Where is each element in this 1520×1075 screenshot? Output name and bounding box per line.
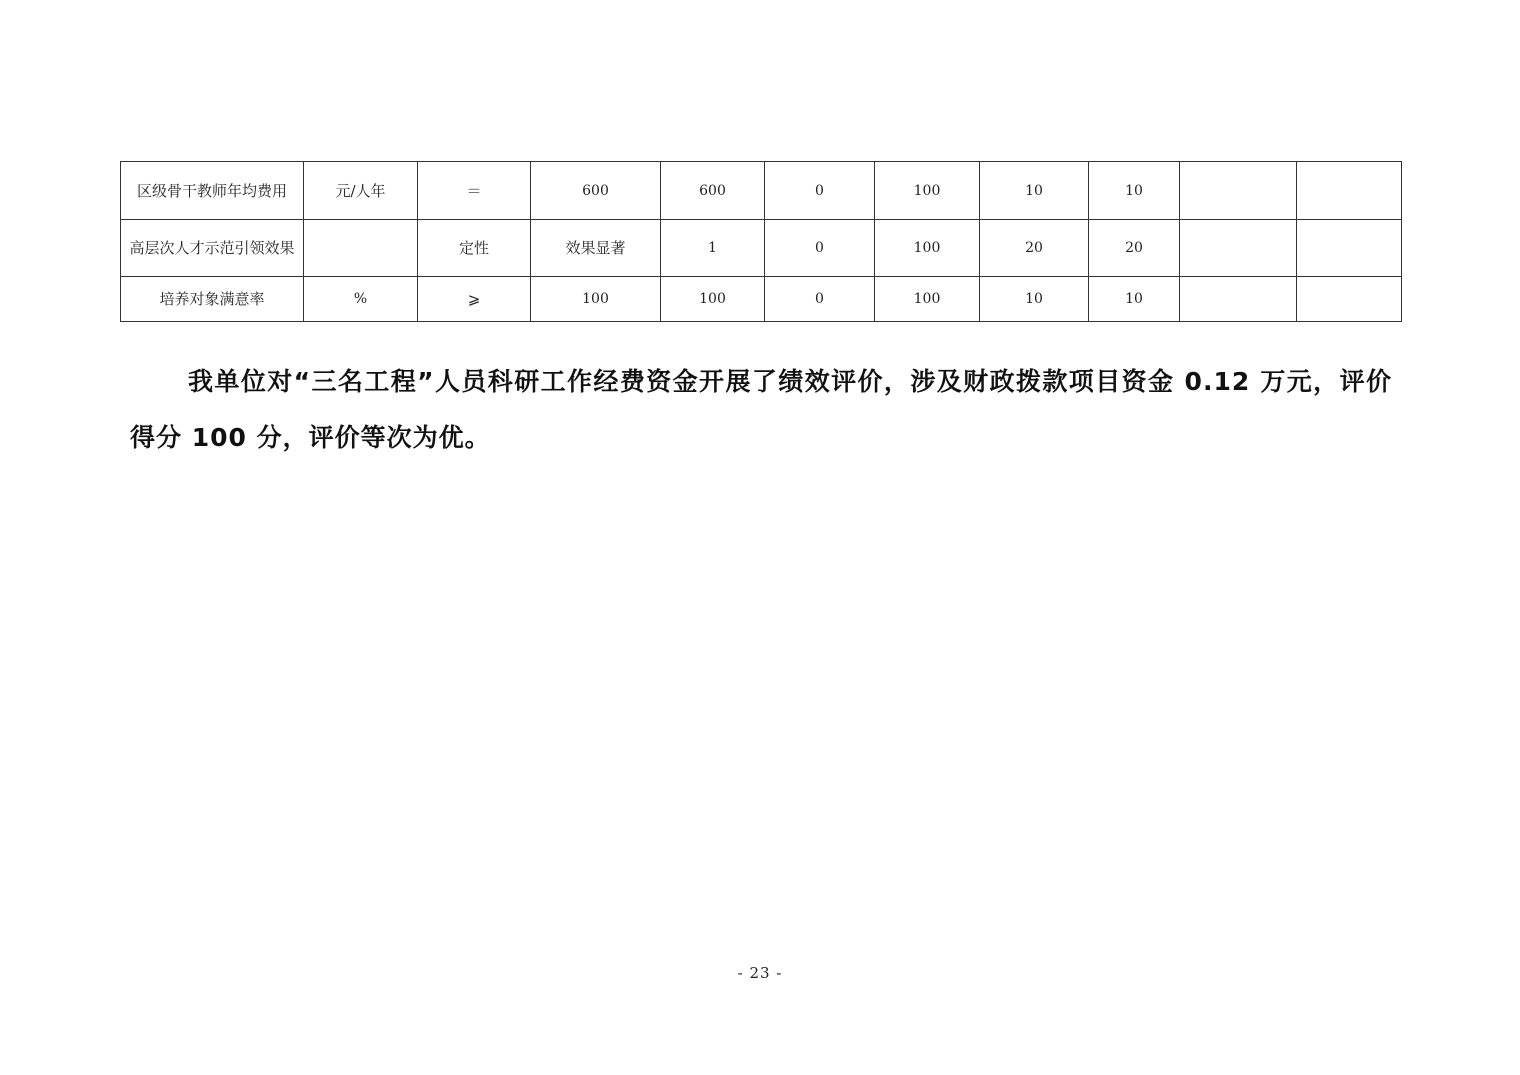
actual-value-cell: 600 bbox=[661, 162, 765, 220]
unit-cell: 元/人年 bbox=[304, 162, 418, 220]
indicator-name-cell: 培养对象满意率 bbox=[121, 277, 304, 322]
evaluation-summary-paragraph: 我单位对“三名工程”人员科研工作经费资金开展了绩效评价，涉及财政拨款项目资金 0.12 万元，评价得分 100 分，评价等次为优。 bbox=[130, 367, 1392, 452]
measure-cell bbox=[1297, 277, 1402, 322]
reason-cell bbox=[1180, 220, 1297, 277]
indicator-name-cell: 高层次人才示范引领效果 bbox=[121, 220, 304, 277]
weight-cell: 10 bbox=[980, 277, 1089, 322]
reason-cell bbox=[1180, 277, 1297, 322]
indicator-name-cell: 区级骨干教师年均费用 bbox=[121, 162, 304, 220]
weight-cell: 20 bbox=[980, 220, 1089, 277]
operator-cell: 定性 bbox=[418, 220, 531, 277]
weight-cell: 10 bbox=[980, 162, 1089, 220]
actual-value-cell: 1 bbox=[661, 220, 765, 277]
target-value-cell: 100 bbox=[531, 277, 661, 322]
actual-value-cell: 100 bbox=[661, 277, 765, 322]
completion-rate-cell: 100 bbox=[875, 162, 980, 220]
page-number: - 23 - bbox=[737, 964, 783, 982]
target-value-cell: 600 bbox=[531, 162, 661, 220]
operator-cell: ⩾ bbox=[418, 277, 531, 322]
measure-cell bbox=[1297, 162, 1402, 220]
score-cell: 20 bbox=[1089, 220, 1180, 277]
measure-cell bbox=[1297, 220, 1402, 277]
table-row bbox=[121, 277, 1402, 322]
table-row bbox=[121, 162, 1402, 220]
unit-cell bbox=[304, 220, 418, 277]
score-cell: 10 bbox=[1089, 162, 1180, 220]
deviation-cell: 0 bbox=[765, 220, 875, 277]
unit-cell: % bbox=[304, 277, 418, 322]
completion-rate-cell: 100 bbox=[875, 277, 980, 322]
table-row bbox=[121, 220, 1402, 277]
target-value-cell: 效果显著 bbox=[531, 220, 661, 277]
completion-rate-cell: 100 bbox=[875, 220, 980, 277]
performance-indicator-table bbox=[120, 161, 1402, 322]
deviation-cell: 0 bbox=[765, 162, 875, 220]
operator-cell: ＝ bbox=[418, 162, 531, 220]
deviation-cell: 0 bbox=[765, 277, 875, 322]
reason-cell bbox=[1180, 162, 1297, 220]
score-cell: 10 bbox=[1089, 277, 1180, 322]
